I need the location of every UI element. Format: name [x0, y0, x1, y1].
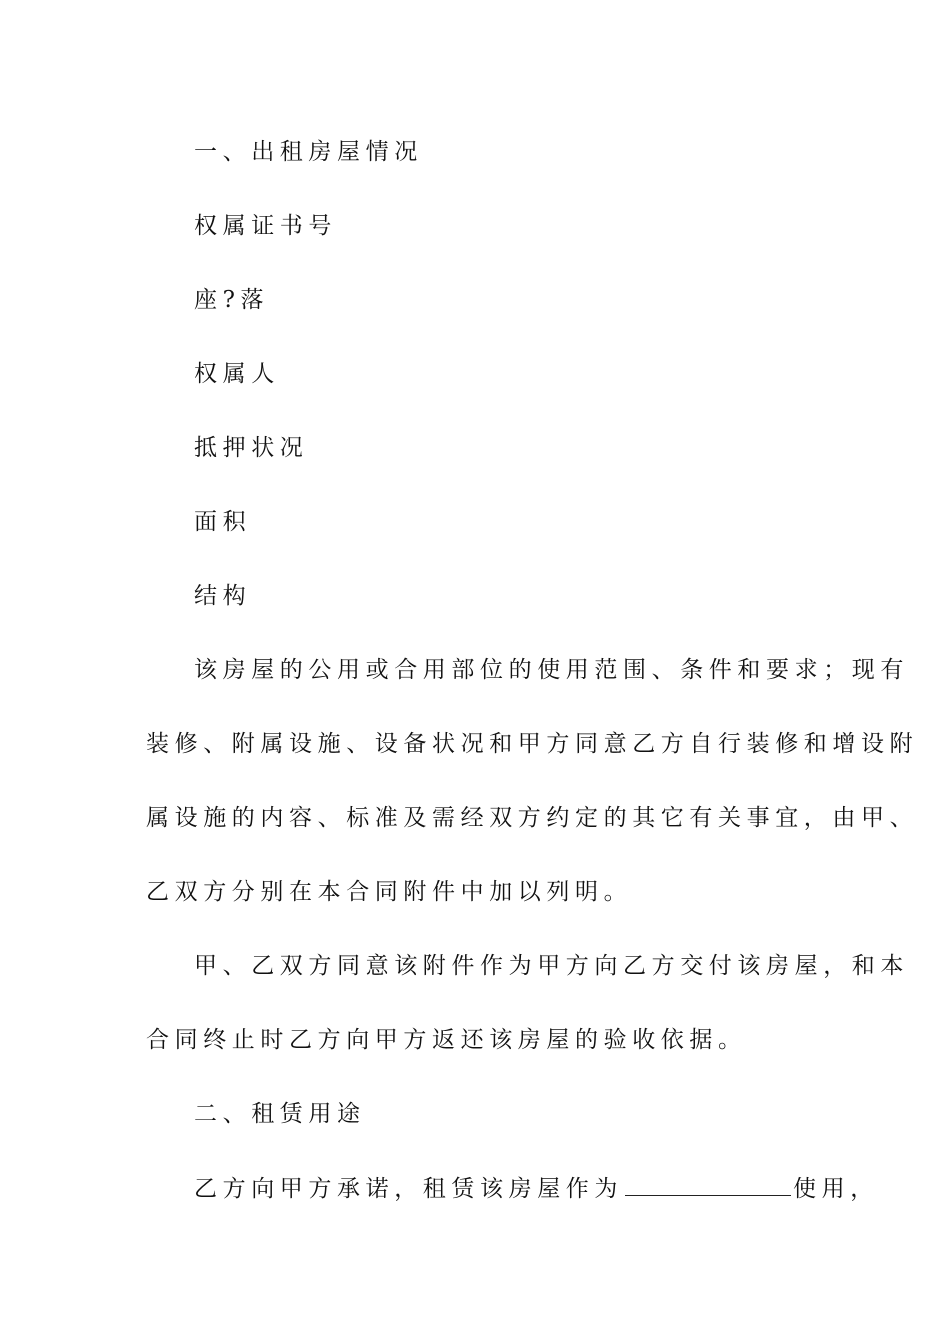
paragraph-line: 该房屋的公用或合用部位的使用范围、条件和要求；现有: [194, 657, 909, 683]
field-owner: 权属人: [194, 361, 280, 387]
paragraph-line: 甲、乙双方同意该附件作为甲方向乙方交付该房屋，和本: [194, 953, 909, 979]
paragraph-line: 属设施的内容、标准及需经双方约定的其它有关事宜，由甲、: [146, 805, 919, 831]
field-mortgage-status: 抵押状况: [194, 435, 309, 461]
field-area: 面积: [194, 509, 252, 535]
paragraph-line: 乙双方分别在本合同附件中加以列明。: [146, 879, 633, 905]
field-structure: 结构: [194, 583, 252, 609]
purpose-blank-field[interactable]: [625, 1173, 791, 1196]
purpose-text-after: 使用，: [793, 1176, 879, 1202]
paragraph-line: 合同终止时乙方向甲方返还该房屋的验收依据。: [146, 1027, 747, 1053]
paragraph-line: 装修、附属设施、设备状况和甲方同意乙方自行装修和增设附: [146, 731, 919, 757]
section-heading-2: 二、租赁用途: [194, 1101, 366, 1127]
field-location: 座?落: [194, 287, 270, 313]
field-certificate-number: 权属证书号: [194, 213, 337, 239]
purpose-text-before: 乙方向甲方承诺，租赁该房屋作为: [194, 1176, 623, 1202]
purpose-line: [194, 1173, 879, 1204]
section-heading-1: 一、出租房屋情况: [194, 139, 423, 165]
